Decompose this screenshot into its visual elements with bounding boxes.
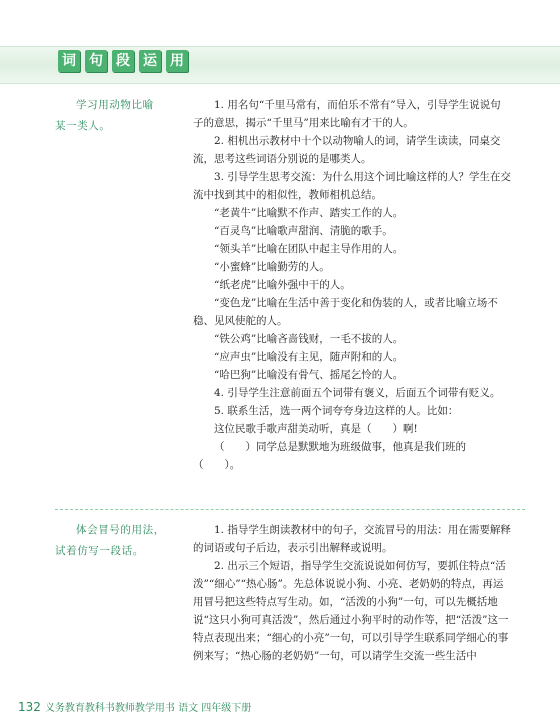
side-note-colon-usage xyxy=(55,520,195,562)
side-note-animal-metaphor xyxy=(55,95,195,137)
paragraph: 1. 用名句“千里马常有，而伯乐不常有”导入，引导学生说说句子的意思，揭示“千里马”用来比喻有才干的人。 xyxy=(193,99,501,129)
title-char: 句 xyxy=(85,50,107,72)
paragraph: “哈巴狗”比喻没有骨气、摇尾乞怜的人。 xyxy=(214,369,404,381)
footer-series-text: 义务教育教科书教师教学用书 语文 四年级下册 xyxy=(44,703,252,714)
section-divider xyxy=(55,509,525,510)
paragraph: 5. 联系生活，选一两个词夸夸身边这样的人。比如： xyxy=(214,405,459,417)
paragraph: “纸老虎”比喻外强中干的人。 xyxy=(214,279,351,291)
side-note-line: 试着仿写一段话。 xyxy=(55,545,144,557)
paragraph: “百灵鸟”比喻歌声甜润、清脆的歌手。 xyxy=(214,225,393,237)
paragraph: 2. 出示三个短语，指导学生交流说说如何仿写，要抓住特点“活泼”“细心”“热心肠”。先总体说说小狗、小亮、老奶奶的特点，再运用冒号把这些特点写生动。如，“活泼的小狗”一句，可以先概括地说“这只小狗可真活泼”，然后通过小狗平时的动作等，把“活泼”这一特点表现出来；“细心的小亮”一句，可以引导学生联系同学细心的事例来写；“热心肠的老奶奶”一句，可以请学生交流一些生活中 xyxy=(193,560,509,662)
paragraph: “小蜜蜂”比喻勤劳的人。 xyxy=(214,261,330,273)
title-char: 段 xyxy=(112,50,134,72)
title-char: 用 xyxy=(166,50,188,72)
side-note-line: 学习用动物比喻 xyxy=(76,99,154,111)
page-footer xyxy=(18,699,538,714)
section-title xyxy=(58,50,193,76)
section1-content xyxy=(193,96,511,474)
paragraph: 1. 指导学生朗读教材中的句子，交流冒号的用法：用在需要解释的词语或句子后边，表示引出解释或说明。 xyxy=(193,524,511,554)
paragraph: “变色龙”比喻在生活中善于变化和伪装的人，或者比喻立场不稳、见风使舵的人。 xyxy=(193,297,498,327)
paragraph: 3. 引导学生思考交流：为什么用这个词比喻这样的人？学生在交流中找到其中的相似性，教师相机总结。 xyxy=(193,171,511,201)
paragraph: “领头羊”比喻在团队中起主导作用的人。 xyxy=(214,243,404,255)
paragraph: 2. 相机出示教材中十个以动物喻人的词，请学生读读，同桌交流，思考这些词语分别说的是哪类人。 xyxy=(193,135,501,165)
paragraph: “应声虫”比喻没有主见，随声附和的人。 xyxy=(214,351,404,363)
paragraph: 这位民歌手歌声甜美动听，真是（ ）啊! xyxy=(214,423,418,435)
paragraph: 4. 引导学生注意前面五个词带有褒义，后面五个词带有贬义。 xyxy=(214,387,501,399)
title-char: 词 xyxy=(58,50,80,72)
side-note-line: 体会冒号的用法， xyxy=(76,524,165,536)
paragraph: （ ）同学总是默默地为班级做事，他真是我们班的（ ）。 xyxy=(193,441,466,471)
paragraph: “铁公鸡”比喻吝啬钱财，一毛不拔的人。 xyxy=(214,333,404,345)
side-note-line: 某一类人。 xyxy=(55,120,111,132)
page-number: 132 xyxy=(18,700,41,714)
section2-content xyxy=(193,521,511,665)
paragraph: “老黄牛”比喻默不作声、踏实工作的人。 xyxy=(214,207,404,219)
title-char: 运 xyxy=(139,50,161,72)
